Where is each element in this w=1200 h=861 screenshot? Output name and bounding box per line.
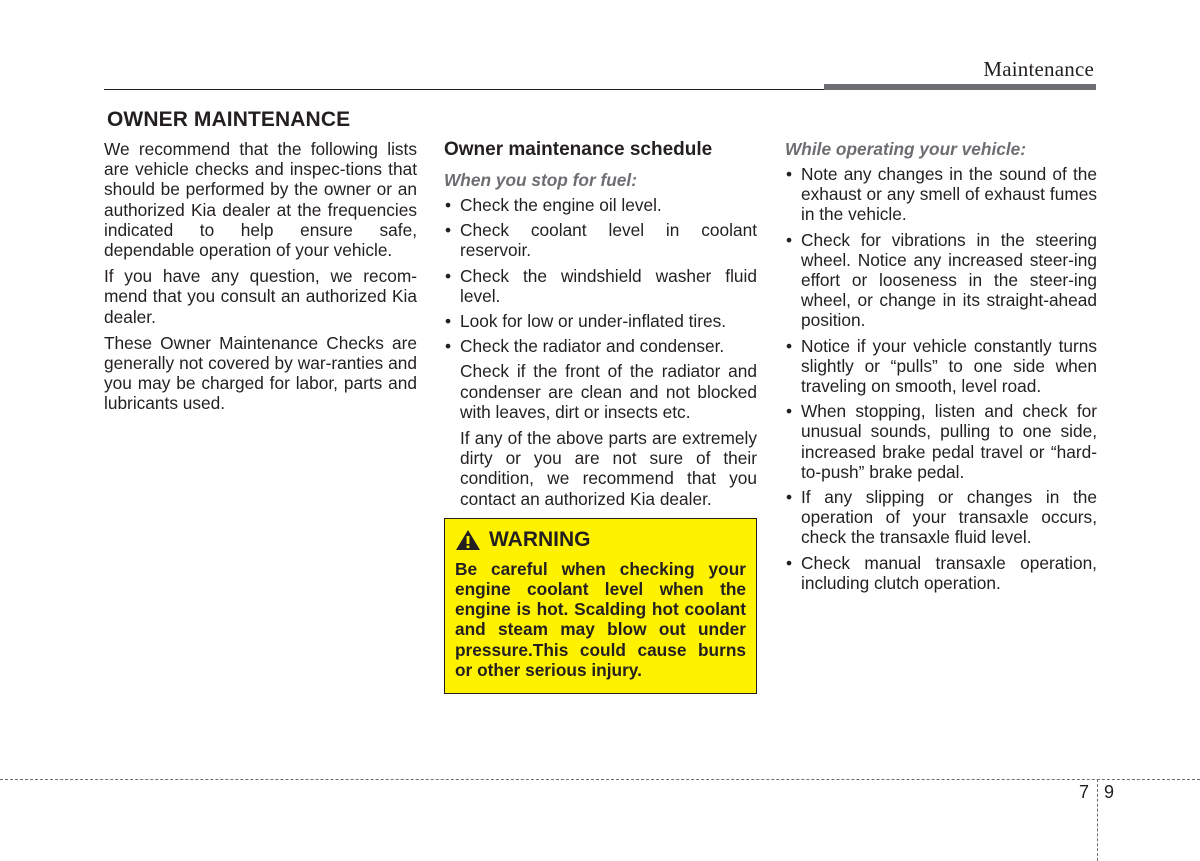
list-item: • Check manual transaxle operation, including clutch operation. xyxy=(785,553,1097,593)
intro-column xyxy=(104,139,417,420)
warning-header xyxy=(455,528,746,552)
page-number: 9 xyxy=(1104,782,1115,802)
list-item: • Check the engine oil level. xyxy=(444,195,757,215)
list-item: • When stopping, listen and check for unusual sounds, pulling to one side, increased brake pedal travel or “hard-to-push” brake pedal. xyxy=(785,401,1097,482)
list-item: • Check for vibrations in the steering wheel. Notice any increased steer-ing effort or looseness in the steer-ing wheel, or change in its straight-ahead position. xyxy=(785,230,1097,331)
warning-text: Be careful when checking your engine coolant level when the engine is hot. Scalding hot coolant and steam may blow out under pressure.This could cause burns or other serious injury. xyxy=(455,558,746,680)
list-item: • Check the windshield washer fluid level. xyxy=(444,266,757,306)
dealer-note: If any of the above parts are extremely dirty or you are not sure of their condition, we recommend that you contact an authorized Kia dealer. xyxy=(460,428,757,509)
warning-box xyxy=(444,518,757,694)
intro-paragraph: If you have any question, we recom-mend that you consult an authorized Kia dealer. xyxy=(104,266,417,327)
intro-paragraph: We recommend that the following lists are vehicle checks and inspec-tions that should be performed by the owner or an authorized Kia dealer at the frequencies indicated to help ensure safe, dependable operation of your vehicle. xyxy=(104,139,417,261)
schedule-heading: Owner maintenance schedule xyxy=(444,139,713,160)
chapter-title: Maintenance xyxy=(983,57,1094,81)
fuel-stop-heading: When you stop for fuel: xyxy=(444,170,637,190)
operating-column xyxy=(785,139,1097,598)
list-item: • Notice if your vehicle constantly turns slightly or “pulls” to one side when traveling on smooth, level road. xyxy=(785,336,1097,397)
footer-rule xyxy=(0,779,1200,780)
header-rule xyxy=(104,89,824,90)
operating-list xyxy=(785,164,1097,593)
list-item: • Look for low or under-inflated tires. xyxy=(444,311,757,331)
list-item: • Check coolant level in coolant reservoir. xyxy=(444,220,757,260)
list-item: • Check the radiator and condenser. xyxy=(444,336,757,356)
warning-title: WARNING xyxy=(489,527,591,551)
chapter-number: 7 xyxy=(1079,782,1090,802)
section-heading: OWNER MAINTENANCE xyxy=(107,108,351,131)
operating-heading: While operating your vehicle: xyxy=(785,139,1027,159)
fuel-stop-list xyxy=(444,195,757,356)
footer-divider xyxy=(1097,779,1098,861)
fuel-stop-column xyxy=(444,139,757,694)
list-item: • If any slipping or changes in the operation of your transaxle occurs, check the transaxle fluid level. xyxy=(785,487,1097,548)
list-item: • Note any changes in the sound of the exhaust or any smell of exhaust fumes in the vehicle. xyxy=(785,164,1097,225)
radiator-note: Check if the front of the radiator and condenser are clean and not blocked with leaves, dirt or insects etc. xyxy=(460,361,757,422)
warning-triangle-icon xyxy=(455,529,481,551)
header-accent-bar xyxy=(824,84,1096,90)
intro-paragraph: These Owner Maintenance Checks are generally not covered by war-ranties and you may be charged for labor, parts and lubricants used. xyxy=(104,332,417,414)
